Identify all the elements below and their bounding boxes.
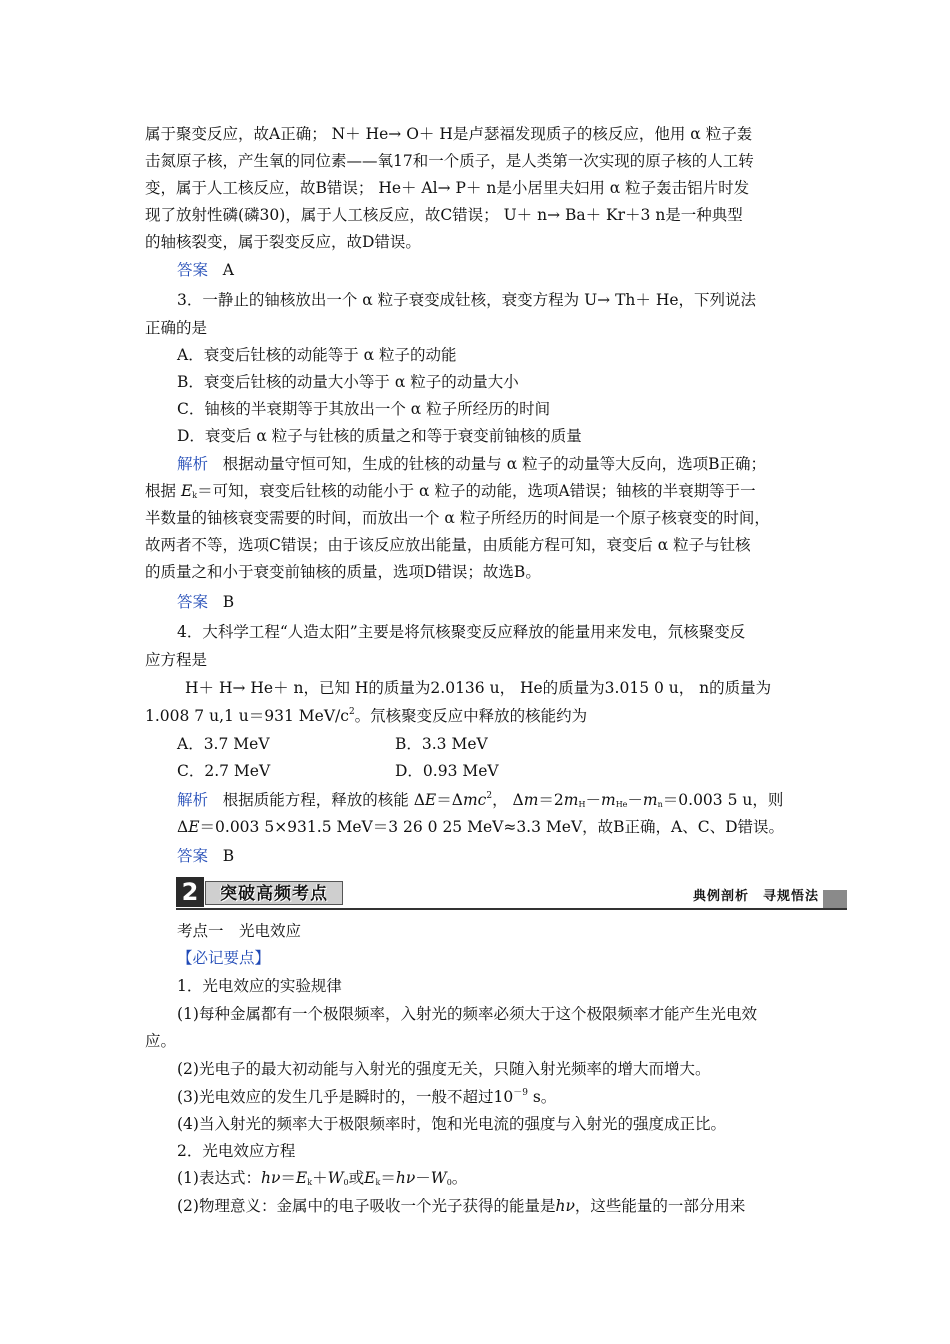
option-a: A．衰变后钍核的动能等于 α 粒子的动能 (177, 346, 457, 364)
option-c: C．铀核的半衰期等于其放出一个 α 粒子所经历的时间 (177, 400, 551, 418)
formula-text: ，这些能量的一部分用来 (574, 1197, 746, 1215)
subscript: 0 (343, 1178, 349, 1187)
solution-line: 故两者不等，选项C错误；由于该反应放出能量，由质能方程可知，衰变后 α 粒子与钍核 (145, 536, 751, 554)
symbol-hv: hν (395, 1169, 416, 1187)
option-a: A．3.7 MeV (177, 735, 270, 753)
option-d: D．衰变后 α 粒子与钍核的质量之和等于衰变前铀核的质量 (177, 427, 582, 445)
answer-value: B (222, 593, 235, 611)
paragraph-text: s。 (527, 1088, 557, 1106)
formula-text: ＝ (380, 1169, 396, 1187)
solution-text: 根据 (145, 482, 181, 500)
answer-value: B (222, 847, 235, 865)
symbol-hv: hν (555, 1197, 575, 1215)
symbol-m: m (600, 791, 616, 809)
solution-line (177, 817, 784, 837)
solution-line (177, 454, 766, 474)
subscript: k (375, 1178, 381, 1187)
text-line: 变，属于人工核反应，故B错误； He＋ Al→ P＋ n是小居里夫妇用 α 粒子轰击铝片时发 (145, 179, 750, 197)
section-title: 突破高频考点 (205, 881, 343, 905)
paragraph: (2)光电子的最大初动能与入射光的强度无关，只随入射光频率的增大而增大。 (177, 1060, 711, 1078)
formula-text: 或 (348, 1169, 365, 1187)
formula-line (177, 1168, 467, 1188)
answer-label: 答案 (177, 261, 209, 279)
option-d: D．0.93 MeV (395, 762, 499, 780)
symbol-e: E (364, 1169, 376, 1187)
formula-text: ＋ (312, 1169, 328, 1187)
option-b: B．3.3 MeV (395, 735, 488, 753)
solution-line: 的质量之和小于衰变前铀核的质量，选项D错误；故选B。 (145, 563, 541, 581)
text-line: 击氮原子核，产生氧的同位素——氧17和一个质子，是人类第一次实现的原子核的人工转 (145, 152, 754, 170)
text-line: 现了放射性磷(磷30)，属于人工核反应，故C错误； U＋ n→ Ba＋ Kr＋3 n是一种典型 (145, 206, 743, 224)
answer-value: A (222, 261, 234, 279)
solution-text: ＝Δ (436, 791, 463, 809)
symbol-e: E (188, 818, 200, 836)
superscript: －9 (513, 1088, 528, 1098)
answer-label: 答案 (177, 593, 209, 611)
solution-text: ＝2 (538, 791, 564, 809)
symbol-w: W (327, 1169, 344, 1187)
paragraph: (4)当入射光的频率大于极限频率时，饱和光电流的强度与入射光的强度成正比。 (177, 1115, 726, 1133)
solution-text: ＝0.003 5 u，则 (662, 791, 784, 809)
solution-text: 根据动量守恒可知，生成的钍核的动量与 α 粒子的动量等大反向，选项B正确； (222, 455, 767, 473)
solution-text: Δ (177, 818, 189, 836)
subscript: H (578, 800, 586, 809)
paragraph: 应。 (145, 1032, 177, 1050)
solution-label: 解析 (177, 455, 209, 473)
superscript: 2 (486, 791, 493, 801)
formula-text: 。 (451, 1169, 468, 1187)
formula-text: (2)物理意义：金属中的电子吸收一个光子获得的能量是 (177, 1197, 556, 1215)
question-text: 1.008 7 u,1 u＝931 MeV/c (145, 707, 349, 725)
formula-text: (1)表达式： (177, 1169, 261, 1187)
formula-text: － (415, 1169, 431, 1187)
solution-text: － (585, 791, 601, 809)
symbol-e: E (295, 1169, 308, 1187)
subscript: 0 (446, 1178, 452, 1187)
subscript: n (657, 800, 663, 809)
subscript: k (192, 491, 198, 500)
subheading: 2．光电效应方程 (177, 1142, 296, 1160)
topic-heading: 考点一 光电效应 (177, 922, 302, 940)
symbol-hv: hν (260, 1169, 281, 1187)
symbol-m: m (642, 791, 658, 809)
symbol-m: m (563, 791, 579, 809)
symbol-e: E (424, 791, 437, 809)
question-4-equation: H＋ H→ He＋ n，已知 H的质量为2.0136 u， He的质量为3.015 0 u， n的质量为 (185, 679, 772, 697)
answer-label: 答案 (177, 847, 209, 865)
symbol-mc: mc (462, 791, 487, 809)
solution-line (145, 481, 756, 501)
solution-text: － (627, 791, 643, 809)
question-3-stem-cont: 正确的是 (145, 319, 208, 337)
answer-line (177, 846, 234, 866)
subscript: He (615, 800, 628, 809)
section-number: 2 (176, 877, 204, 907)
formula-text: ＝ (280, 1169, 296, 1187)
solution-text: 根据质能方程，释放的核能 Δ (222, 791, 425, 809)
subscript: k (307, 1178, 313, 1187)
answer-line (177, 592, 234, 612)
solution-line: 半数量的铀核衰变需要的时间，而放出一个 α 粒子所经历的时间是一个原子核衰变的时间， (145, 509, 770, 527)
question-text: 。氘核聚变反应中释放的核能约为 (354, 707, 588, 725)
question-4-stem: 4．大科学工程“人造太阳”主要是将氘核聚变反应释放的能量用来发电，氘核聚变反 (177, 623, 746, 641)
solution-text: ＝0.003 5×931.5 MeV＝3 26 0 25 MeV≈3.3 MeV，故B正确，A、C、D错误。 (199, 818, 785, 836)
symbol-m: m (523, 791, 539, 809)
option-c: C．2.7 MeV (177, 762, 271, 780)
solution-text: ＝可知，衰变后钍核的动能小于 α 粒子的动能，选项A错误；铀核的半衰期等于一 (197, 482, 756, 500)
superscript: 2 (348, 707, 355, 717)
solution-line (177, 790, 783, 810)
paragraph-text: (3)光电效应的发生几乎是瞬时的，一般不超过10 (177, 1088, 514, 1106)
section-decor-block (823, 890, 847, 908)
symbol-w: W (430, 1169, 447, 1187)
question-4-stem-cont: 应方程是 (145, 651, 208, 669)
question-4-data (145, 706, 587, 726)
text-line: 的轴核裂变，属于裂变反应，故D错误。 (145, 233, 421, 251)
paragraph: (1)每种金属都有一个极限频率，入射光的频率必须大于这个极限频率才能产生光电效 (177, 1005, 757, 1023)
solution-text: ， Δ (492, 791, 524, 809)
section-rule (176, 908, 847, 910)
section-banner (176, 876, 847, 910)
section-subtitle: 典例剖析 寻规悟法 (692, 889, 819, 904)
question-3-stem: 3．一静止的铀核放出一个 α 粒子衰变成钍核，衰变方程为 U→ Th＋ He，下列说法 (177, 291, 757, 309)
paragraph (177, 1087, 556, 1107)
formula-line (177, 1196, 745, 1216)
solution-label: 解析 (177, 791, 209, 809)
option-b: B．衰变后钍核的动量大小等于 α 粒子的动量大小 (177, 373, 519, 391)
symbol-e: E (180, 482, 193, 500)
subheading: 1．光电效应的实验规律 (177, 977, 342, 995)
must-remember-label: 【必记要点】 (177, 949, 271, 967)
text-line: 属于聚变反应，故A正确； N＋ He→ O＋ H是卢瑟福发现质子的核反应，他用 α 粒子轰 (145, 125, 753, 143)
answer-line (177, 260, 234, 280)
